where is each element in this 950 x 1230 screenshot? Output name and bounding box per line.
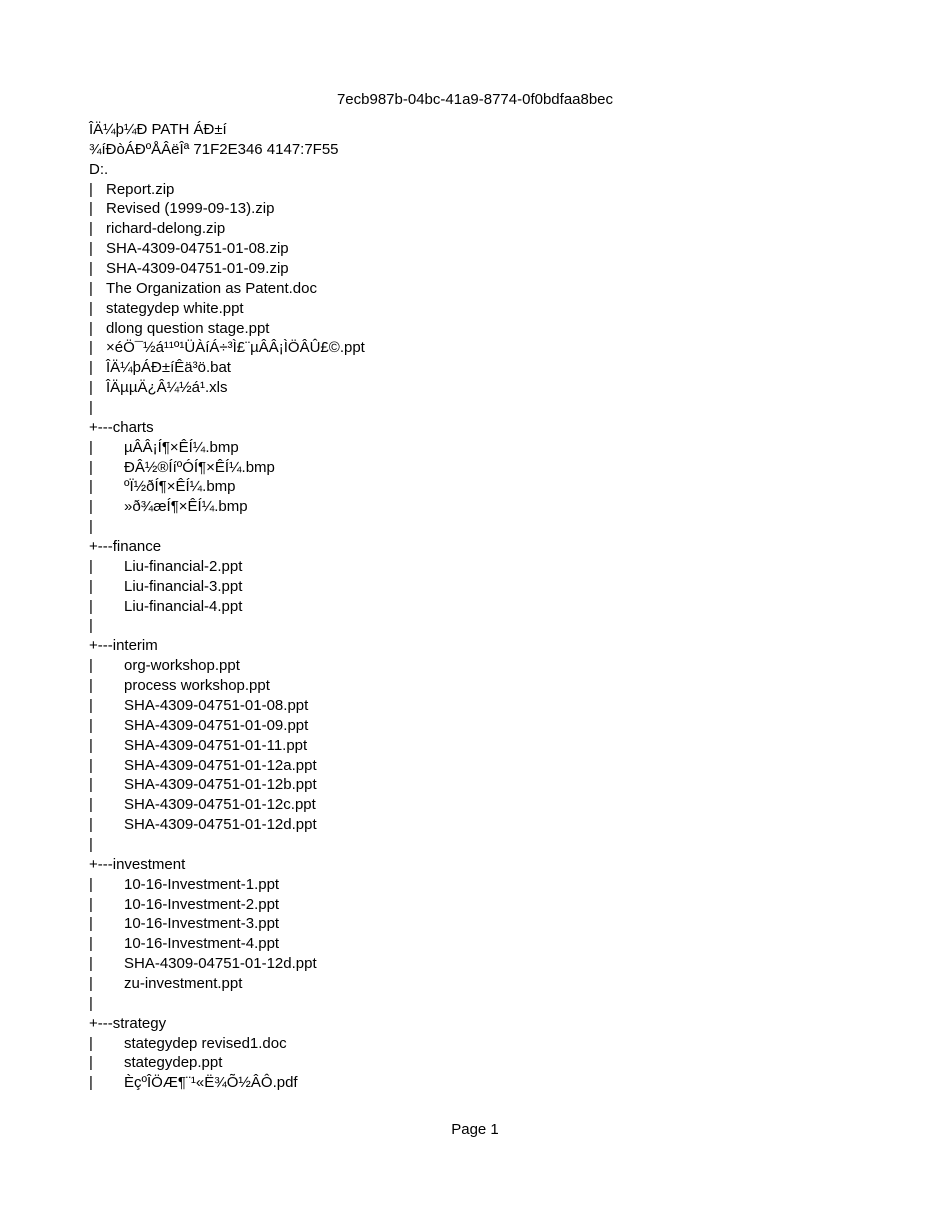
tree-connector: | — [89, 577, 93, 595]
listing-line — [89, 696, 869, 716]
line-text: ¾íÐòÁÐºÅÂëÎª 71F2E346 4147:7F55 — [89, 140, 339, 158]
page-footer — [0, 1120, 950, 1140]
tree-connector: | — [89, 200, 93, 218]
file-name: ÈçºÎÖÆ¶¨¹«Ë¾Õ½ÂÔ.pdf — [124, 1074, 298, 1092]
tree-connector: | — [89, 339, 93, 357]
line-text: | — [89, 994, 93, 1012]
line-text: +---strategy — [89, 1014, 167, 1032]
tree-connector: | — [89, 756, 93, 774]
file-name: Revised (1999-09-13).zip — [106, 200, 275, 218]
file-name: SHA-4309-04751-01-12b.ppt — [124, 776, 317, 794]
listing-line — [89, 954, 869, 974]
file-name: stategydep.ppt — [124, 1054, 223, 1072]
tree-connector: | — [89, 1054, 93, 1072]
tree-connector: | — [89, 657, 93, 675]
listing-line — [89, 577, 869, 597]
tree-connector: | — [89, 935, 93, 953]
tree-connector: | — [89, 379, 93, 397]
file-name: SHA-4309-04751-01-12c.ppt — [124, 796, 316, 814]
tree-connector: | — [89, 458, 93, 476]
directory-listing — [89, 120, 869, 1093]
listing-line — [89, 736, 869, 756]
listing-line — [89, 299, 869, 319]
file-name: Liu-financial-2.ppt — [124, 557, 243, 575]
tree-connector: | — [89, 677, 93, 695]
page-number: Page 1 — [451, 1121, 499, 1138]
tree-connector: | — [89, 736, 93, 754]
page-header — [0, 90, 950, 110]
line-text: | — [89, 518, 93, 536]
tree-connector: | — [89, 438, 93, 456]
line-text: | — [89, 835, 93, 853]
listing-line — [89, 676, 869, 696]
listing-line — [89, 775, 869, 795]
line-text: +---interim — [89, 637, 158, 655]
listing-line — [89, 835, 869, 855]
tree-connector: | — [89, 696, 93, 714]
listing-line — [89, 934, 869, 954]
file-name: SHA-4309-04751-01-08.zip — [106, 240, 289, 258]
listing-line — [89, 160, 869, 180]
tree-connector: | — [89, 716, 93, 734]
listing-line — [89, 914, 869, 934]
file-name: SHA-4309-04751-01-12d.ppt — [124, 816, 317, 834]
listing-line — [89, 1014, 869, 1034]
listing-line — [89, 319, 869, 339]
tree-connector: | — [89, 260, 93, 278]
file-name: Liu-financial-3.ppt — [124, 577, 243, 595]
tree-connector: | — [89, 478, 93, 496]
listing-line — [89, 815, 869, 835]
listing-line — [89, 477, 869, 497]
tree-connector: | — [89, 240, 93, 258]
document-title: 7ecb987b-04bc-41a9-8774-0f0bdfaa8bec — [336, 91, 614, 108]
file-name: 10-16-Investment-4.ppt — [124, 935, 280, 953]
listing-line — [89, 259, 869, 279]
tree-connector: | — [89, 180, 93, 198]
file-name: SHA-4309-04751-01-12d.ppt — [124, 955, 317, 973]
tree-connector: | — [89, 557, 93, 575]
listing-line — [89, 756, 869, 776]
tree-connector: | — [89, 279, 93, 297]
file-name: org-workshop.ppt — [124, 657, 240, 675]
tree-connector: | — [89, 875, 93, 893]
file-name: 10-16-Investment-2.ppt — [124, 895, 280, 913]
listing-line — [89, 338, 869, 358]
listing-line — [89, 616, 869, 636]
tree-connector: | — [89, 1034, 93, 1052]
tree-connector: | — [89, 796, 93, 814]
file-name: 10-16-Investment-1.ppt — [124, 875, 280, 893]
file-name: »ð¾æÍ¶×ÊÍ¼.bmp — [124, 498, 248, 516]
line-text: D:. — [89, 160, 109, 178]
tree-connector: | — [89, 319, 93, 337]
listing-line — [89, 557, 869, 577]
listing-line — [89, 974, 869, 994]
listing-line — [89, 517, 869, 537]
tree-connector: | — [89, 955, 93, 973]
line-text: | — [89, 617, 93, 635]
file-name: 10-16-Investment-3.ppt — [124, 915, 280, 933]
file-name: SHA-4309-04751-01-09.zip — [106, 260, 289, 278]
listing-line — [89, 1053, 869, 1073]
listing-line — [89, 636, 869, 656]
tree-connector: | — [89, 299, 93, 317]
listing-line — [89, 358, 869, 378]
listing-line — [89, 875, 869, 895]
listing-line — [89, 180, 869, 200]
listing-line — [89, 795, 869, 815]
listing-line — [89, 120, 869, 140]
file-name: ÐÂ½®ÍíºÓÍ¶×ÊÍ¼.bmp — [124, 458, 275, 476]
file-name: Liu-financial-4.ppt — [124, 597, 243, 615]
tree-connector: | — [89, 597, 93, 615]
listing-line — [89, 855, 869, 875]
line-text: ÎÄ¼þ¼Ð PATH ÁÐ±í — [89, 121, 227, 138]
file-name: ºÏ½ðÍ¶×ÊÍ¼.bmp — [124, 478, 236, 496]
listing-line — [89, 378, 869, 398]
file-name: SHA-4309-04751-01-12a.ppt — [124, 756, 317, 774]
listing-line — [89, 1073, 869, 1093]
file-name: process workshop.ppt — [124, 677, 270, 695]
file-name: SHA-4309-04751-01-09.ppt — [124, 716, 309, 734]
tree-connector: | — [89, 895, 93, 913]
tree-connector: | — [89, 1074, 93, 1092]
listing-line — [89, 438, 869, 458]
file-name: ÎÄ¼þÁÐ±íÊä³ö.bat — [106, 359, 231, 377]
listing-line — [89, 994, 869, 1014]
listing-line — [89, 219, 869, 239]
file-name: stategydep white.ppt — [106, 299, 244, 317]
listing-line — [89, 199, 869, 219]
listing-line — [89, 537, 869, 557]
listing-line — [89, 1034, 869, 1054]
listing-line — [89, 458, 869, 478]
file-name: dlong question stage.ppt — [106, 319, 270, 337]
file-name: The Organization as Patent.doc — [106, 279, 317, 297]
line-text: +---charts — [89, 418, 154, 436]
listing-line — [89, 140, 869, 160]
listing-line — [89, 497, 869, 517]
tree-connector: | — [89, 776, 93, 794]
listing-line — [89, 279, 869, 299]
file-name: zu-investment.ppt — [124, 974, 243, 992]
listing-line — [89, 398, 869, 418]
file-name: µÂÂ¡Í¶×ÊÍ¼.bmp — [124, 438, 239, 456]
listing-line — [89, 656, 869, 676]
tree-connector: | — [89, 498, 93, 516]
listing-line — [89, 418, 869, 438]
file-name: stategydep revised1.doc — [124, 1034, 287, 1052]
tree-connector: | — [89, 359, 93, 377]
listing-line — [89, 716, 869, 736]
line-text: | — [89, 399, 93, 417]
file-name: SHA-4309-04751-01-11.ppt — [124, 736, 308, 754]
listing-line — [89, 239, 869, 259]
listing-line — [89, 895, 869, 915]
listing-line — [89, 597, 869, 617]
file-name: ÎÄµµÄ¿Â¼½á¹.xls — [106, 379, 228, 397]
file-name: richard-delong.zip — [106, 220, 226, 238]
line-text: +---investment — [89, 855, 186, 873]
file-name: SHA-4309-04751-01-08.ppt — [124, 696, 309, 714]
tree-connector: | — [89, 915, 93, 933]
file-name: Report.zip — [106, 180, 175, 198]
tree-connector: | — [89, 220, 93, 238]
tree-connector: | — [89, 816, 93, 834]
file-name: ×éÖ¯½á¹¹º¹ÜÀíÁ÷³Ì£¨µÂÂ¡ÌÖÂÛ£©.ppt — [106, 339, 365, 357]
line-text: +---finance — [89, 538, 162, 556]
tree-connector: | — [89, 974, 93, 992]
